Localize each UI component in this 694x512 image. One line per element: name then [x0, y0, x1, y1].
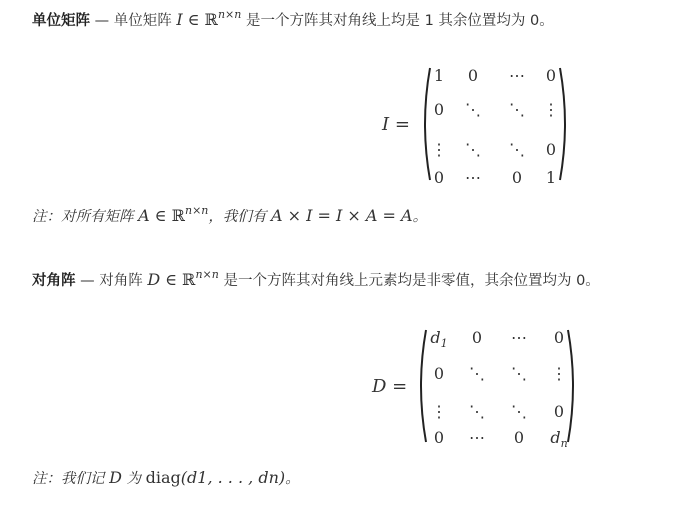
identity-desc-prefix: 单位矩阵: [113, 13, 177, 29]
diagonal-matrix: [370, 328, 590, 448]
identity-matrix-lhs: [382, 114, 410, 135]
diagonal-matrix-lhs: [372, 376, 407, 397]
matrix-cell: 0: [545, 140, 557, 159]
matrix-cell: 0: [433, 364, 445, 383]
note1-expression: A × I = I × A = A: [270, 206, 413, 225]
matrix-subscript: 1: [440, 337, 448, 350]
matrix-cell: ⋮: [543, 100, 559, 119]
matrix-cell: $d_1$: [430, 328, 448, 350]
identity-note: [32, 206, 427, 228]
matrix-cell: ⋯: [465, 168, 481, 187]
identity-dash: —: [90, 13, 114, 29]
matrix-cell: 0: [433, 168, 445, 187]
matrix-cell: ⋱: [511, 402, 527, 421]
diagonal-term: 对角阵: [32, 273, 76, 289]
matrix-cell: 0: [553, 328, 565, 347]
matrix-cell: 0: [471, 328, 483, 347]
matrix-cell: ⋱: [509, 140, 525, 159]
matrix-cell: 0: [553, 402, 565, 421]
matrix-cell: ⋱: [469, 402, 485, 421]
note2-args: (d1, . . . , dn): [180, 468, 286, 487]
diagonal-desc-prefix: 对角阵: [99, 273, 148, 289]
matrix-cell: ⋱: [511, 364, 527, 383]
diagonal-definition: [32, 270, 600, 292]
matrix-cell: ⋯: [511, 328, 527, 347]
matrix-cell: 0: [467, 66, 479, 85]
matrix-cell: ⋱: [465, 140, 481, 159]
note1-matrix-symbol: A: [138, 206, 150, 225]
identity-real-set: ℝ: [204, 10, 218, 29]
identity-term: 单位矩阵: [32, 13, 90, 29]
matrix-cell: ⋱: [465, 100, 481, 119]
diagonal-symbol: D: [147, 270, 161, 289]
diagonal-cells: [422, 328, 572, 450]
note2-mid: 为: [121, 471, 146, 487]
matrix-cell: ⋮: [551, 364, 567, 383]
identity-desc-suffix: 是一个方阵其对角线上均是 1 其余位置均为 0。: [241, 13, 554, 29]
note1-prefix: 注：对所有矩阵: [32, 209, 139, 225]
matrix-cell: ⋮: [431, 140, 447, 159]
matrix-cell: 0: [513, 428, 525, 447]
note2-diag: diag: [145, 468, 181, 487]
matrix-cell: ⋱: [469, 364, 485, 383]
identity-cells: [424, 66, 564, 187]
identity-symbol: I: [176, 10, 183, 29]
diagonal-dimension: n×n: [195, 268, 219, 281]
identity-matrix: [380, 66, 580, 186]
diagonal-dash: —: [75, 273, 100, 289]
diagonal-in-symbol: ∈: [160, 270, 183, 289]
matrix-cell: 1: [433, 66, 445, 85]
identity-lhs-symbol: I: [382, 114, 390, 135]
identity-definition: [32, 10, 554, 32]
identity-dimension: n×n: [217, 8, 242, 21]
diagonal-lhs-symbol: D: [372, 376, 387, 397]
matrix-cell: ⋯: [509, 66, 525, 85]
matrix-cell: ⋯: [469, 428, 485, 447]
diagonal-right-paren: [566, 328, 580, 444]
matrix-cell: 0: [433, 428, 445, 447]
matrix-subscript: n: [560, 437, 568, 450]
note1-end: 。: [412, 209, 428, 225]
identity-in-symbol: ∈: [182, 10, 205, 29]
identity-equals: =: [389, 114, 410, 135]
identity-right-paren: [558, 66, 572, 182]
matrix-cell: 0: [511, 168, 523, 187]
diagonal-real-set: ℝ: [182, 270, 196, 289]
matrix-cell: ⋮: [431, 402, 447, 421]
note1-real-set: ℝ: [171, 206, 185, 225]
matrix-cell: 0: [545, 66, 557, 85]
note2-end: 。: [285, 471, 300, 487]
note1-in-symbol: ∈: [149, 206, 172, 225]
matrix-cell: $d_n$: [550, 428, 568, 450]
note1-mid: ，我们有: [208, 209, 271, 225]
matrix-cell: ⋱: [509, 100, 525, 119]
diagonal-desc-suffix: 是一个方阵其对角线上元素均是非零值，其余位置均为 0。: [218, 273, 600, 289]
matrix-cell: 1: [545, 168, 557, 187]
note2-prefix: 注：我们记: [32, 471, 110, 487]
note2-symbol: D: [109, 468, 122, 487]
diagonal-equals: =: [386, 376, 408, 397]
note1-dimension: n×n: [184, 204, 209, 217]
diagonal-note: [32, 468, 300, 489]
matrix-cell: 0: [433, 100, 445, 119]
